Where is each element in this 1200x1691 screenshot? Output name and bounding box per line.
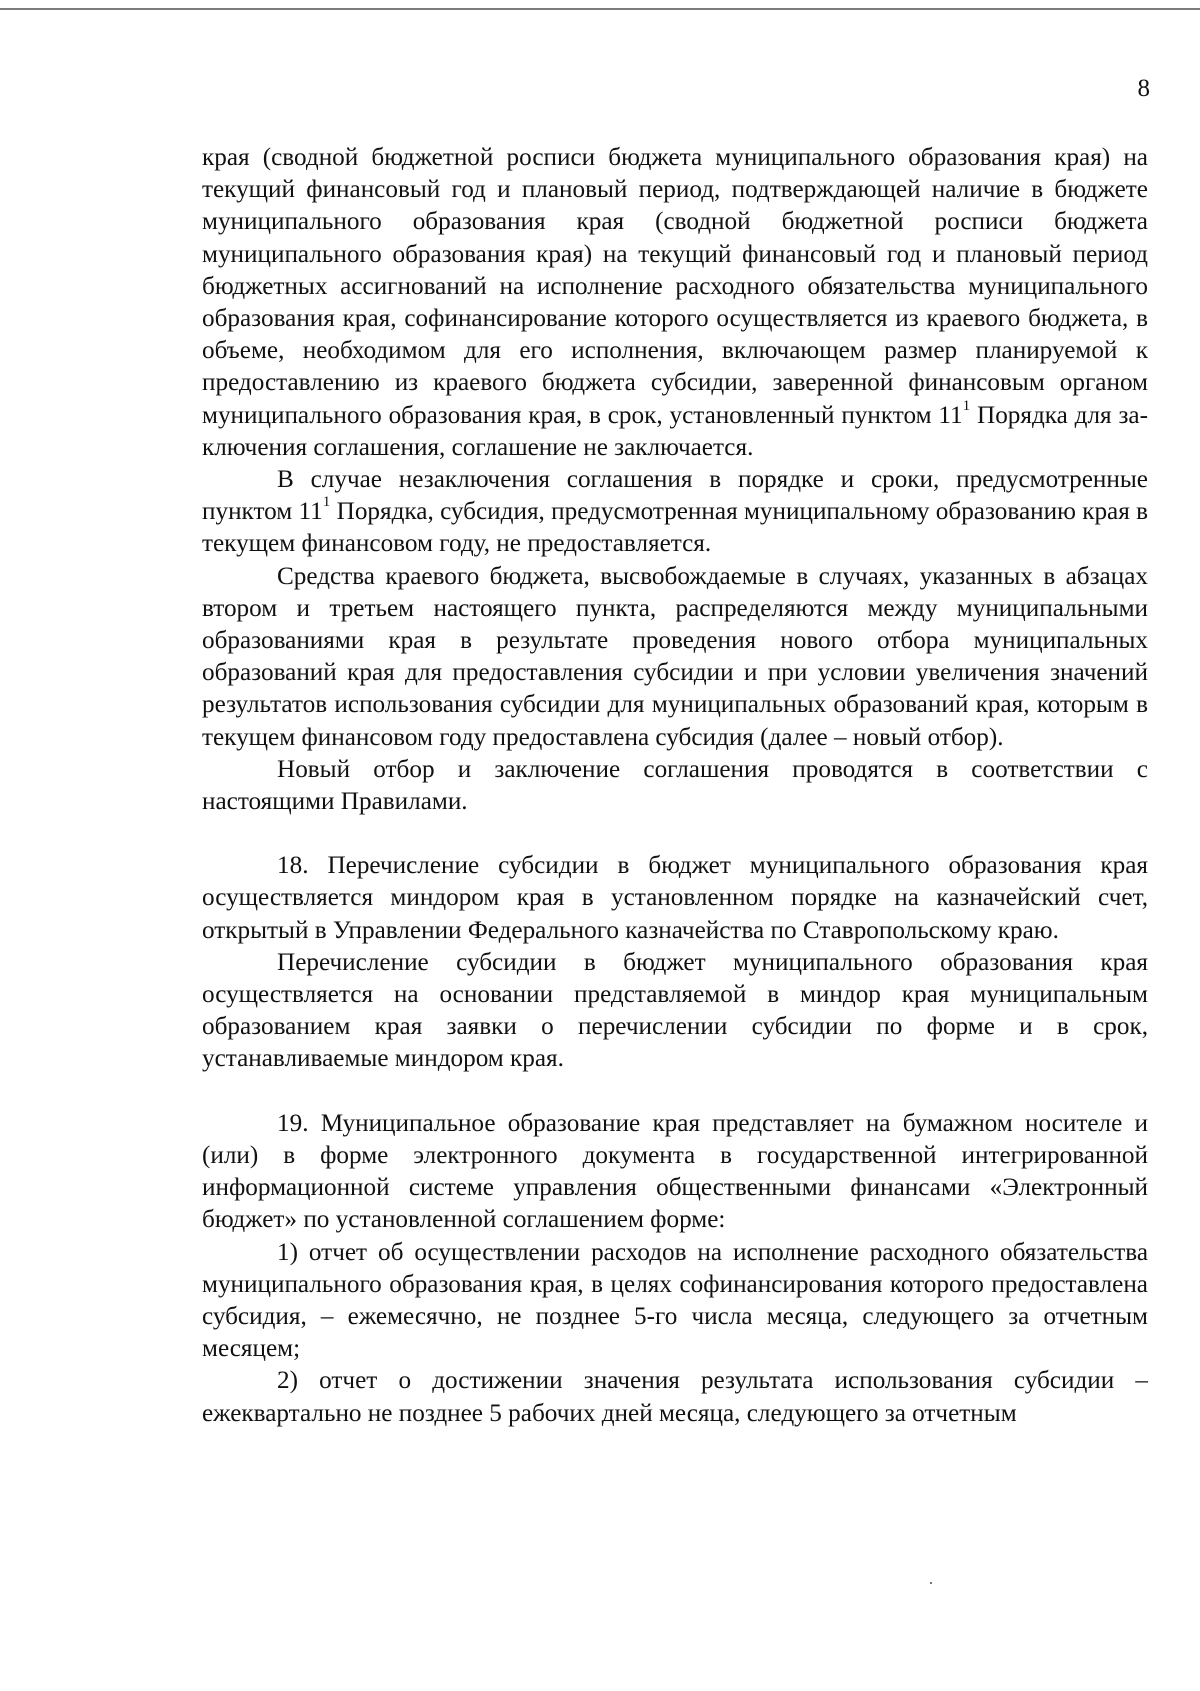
document-body bbox=[202, 142, 1148, 1430]
page-number: 8 bbox=[1137, 75, 1150, 102]
paragraph-18: 18. Перечисление субсидии в бюджет муниципального образования края осуществляется миндором края в установленном порядке на казначейский счет, открытый в Управлении Федерального казначейства по Ставропольскому краю. bbox=[202, 852, 1148, 944]
scan-top-border bbox=[0, 8, 1200, 10]
paragraph-19: 19. Муниципальное образование края представляет на бумажном носителе и (или) в форме электронного документа в государственной интегрированной информационной системе управления общественными финансами «Электронный бюджет» по установленной соглашением форме: bbox=[202, 1109, 1148, 1234]
scan-speck bbox=[930, 1582, 932, 1584]
paragraph-1-text-a: края (сводной бюджетной росписи бюджета муниципального образования края) на текущий финансовый год и плановый период, подтверждающей наличие в бюджете муниципального образования края (сводной бюджетной росписи бюджета муниципального образования края) на текущий финансовый год и плановый период бюджетных ассигнований на исполнение расходного обязательства муниципального образования края, софинансирование которого осуществляется из краевого бюджета, в объеме, необходимом для его исполнения, включающем размер планируемой к предоставлению из краевого бюджета субсидии, заверенной финансовым органом муниципального образования края, в срок, установленный пунктом 11 bbox=[202, 144, 1148, 429]
paragraph-2-text-a: В случае незаключения соглашения в порядке и сроки, предусмотренные пунктом 11 bbox=[202, 466, 1148, 526]
superscript: 1 bbox=[322, 494, 331, 511]
paragraph-2-text-b: Порядка, субсидия, предусмотренная муниципальному образованию края в текущем финансовом году, не предоставляется. bbox=[202, 498, 1149, 558]
paragraph-4: Новый отбор и заключение соглашения проводятся в соответствии с настоящими Правилами. bbox=[202, 755, 1148, 816]
paragraph-18-part-2: Перечисление субсидии в бюджет муниципального образования края осуществляется на основании представляемой в миндор края муниципальным образованием края заявки о перечислении субсидии по форме и в срок, устанавливаемые миндором края. bbox=[202, 948, 1148, 1073]
paragraph-1 bbox=[202, 142, 1148, 464]
paragraph-3: Средства краевого бюджета, высвобождаемые в случаях, указанных в абзацах втором и третьем настоящего пункта, распределяются между муниципальными образованиями края в результате проведения нового отбора муниципальных образований края для предоставления субсидии и при условии увеличения значений результатов использования субсидии для муниципальных образований края, которым в текущем финансовом году предоставлена субсидия (далее – новый отбор). bbox=[202, 562, 1148, 751]
list-item-1: 1) отчет об осуществлении расходов на исполнение расходного обязательства муниципального образования края, в целях софинансирования которого предоставлена субсидия, – ежемесячно, не позднее 5-го числа месяца, следующего за отчетным месяцем; bbox=[202, 1238, 1148, 1363]
superscript: 1 bbox=[962, 397, 971, 414]
paragraph-2 bbox=[202, 464, 1148, 561]
paragraph-1-text-b: Порядка для заключения соглашения, соглашение не заключается. bbox=[202, 401, 1148, 461]
list-item-2: 2) отчет о достижении значения результата использования субсидии – ежеквартально не позднее 5 рабочих дней месяца, следующего за отчетным bbox=[202, 1367, 1148, 1427]
